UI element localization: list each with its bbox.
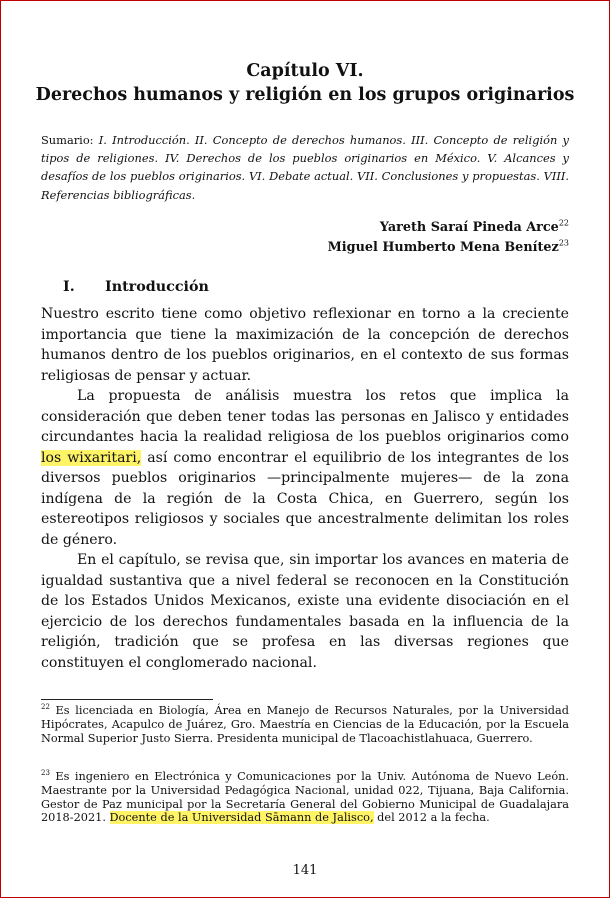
section-title: Introducción	[105, 279, 209, 295]
authors-block	[328, 218, 569, 258]
footnote-23-text-start: Es ingeniero en Electrónica y Comunicaciones por la Univ. Autónoma de Nuevo León. Maestrante por la Universidad Pedagógica Nacional, unidad 022, Tijuana, Baja California. Gestor de Paz municipal por la Secretaría General del Gobierno Municipal de Guadalajara 2018-2021.	[41, 770, 570, 825]
paragraph-2	[41, 386, 569, 550]
author-1-footnote-ref[interactable]: 22	[558, 218, 569, 228]
highlighted-text-docente: Docente de la Universidad Sāmann de Jalisco,	[109, 811, 374, 825]
footnote-23	[41, 770, 569, 825]
chapter-subtitle: Derechos humanos y religión en los grupos originarios	[35, 85, 575, 105]
author-1	[328, 218, 569, 238]
author-2-footnote-ref[interactable]: 23	[558, 238, 569, 248]
footnote-22	[41, 704, 569, 745]
paragraph-2-end: así como encontrar el equilibrio de los integrantes de los diversos pueblos originarios —principalmente mujeres— de la zona indígena de la región de la Costa Chica, en Guerrero, según los estereotipos religiosos y sociales que ancestralmente delimitan los roles de género.	[41, 449, 569, 548]
highlighted-text-wixaritari: los wixaritari,	[41, 449, 142, 466]
paragraph-3: En el capítulo, se revisa que, sin importar los avances en materia de igualdad sustantiva que a nivel federal se reconocen en la Constitución de los Estados Unidos Mexicanos, existe una evidente disociación en el ejercicio de los derechos fundamentales basada en la influencia de la religión, tradición que se profesa en las diversas regiones que constituyen el conglomerado nacional.	[41, 552, 569, 671]
footnote-separator	[41, 699, 213, 700]
body-text	[41, 304, 569, 673]
summary-label: Sumario:	[41, 133, 94, 147]
author-2-name: Miguel Humberto Mena Benítez	[327, 240, 559, 255]
author-2	[328, 238, 569, 258]
section-number: I.	[63, 279, 75, 295]
footnote-23-text-end: del 2012 a la fecha.	[373, 811, 490, 825]
author-1-name: Yareth Saraí Pineda Arce	[379, 220, 559, 235]
chapter-title: Capítulo VI.	[246, 61, 364, 81]
footnote-22-number: 22	[41, 703, 50, 712]
chapter-summary	[41, 131, 569, 204]
page-number: 141	[292, 863, 318, 878]
footnote-23-number: 23	[41, 769, 50, 778]
section-heading	[63, 278, 209, 296]
footnote-22-text: Es licenciada en Biología, Área en Manejo de Recursos Naturales, por la Universidad Hipócrates, Acapulco de Juárez, Gro. Maestría en Ciencias de la Educación, por la Escuela Normal Superior Justo Sierra. Presidenta municipal de Tlacoachistlahuaca, Guerrero.	[41, 704, 569, 745]
paragraph-2-start: La propuesta de análisis muestra los retos que implica la consideración que deben tener todas las personas en Jalisco y entidades circundantes hacia la realidad religiosa de los pueblos originarios como	[41, 388, 569, 445]
paragraph-1: Nuestro escrito tiene como objetivo reflexionar en torno a la creciente importancia que tiene la maximización de la concepción de derechos humanos dentro de los pueblos originarios, en el contexto de sus formas religiosas de pensar y actuar.	[41, 306, 569, 384]
summary-text: I. Introducción. II. Concepto de derechos humanos. III. Concepto de religión y tipos de religiones. IV. Derechos de los pueblos originarios en México. V. Alcances y desafíos de los pueblos originarios. VI. Debate actual. VII. Conclusiones y propuestas. VIII. Referencias bibliográficas.	[41, 133, 569, 202]
